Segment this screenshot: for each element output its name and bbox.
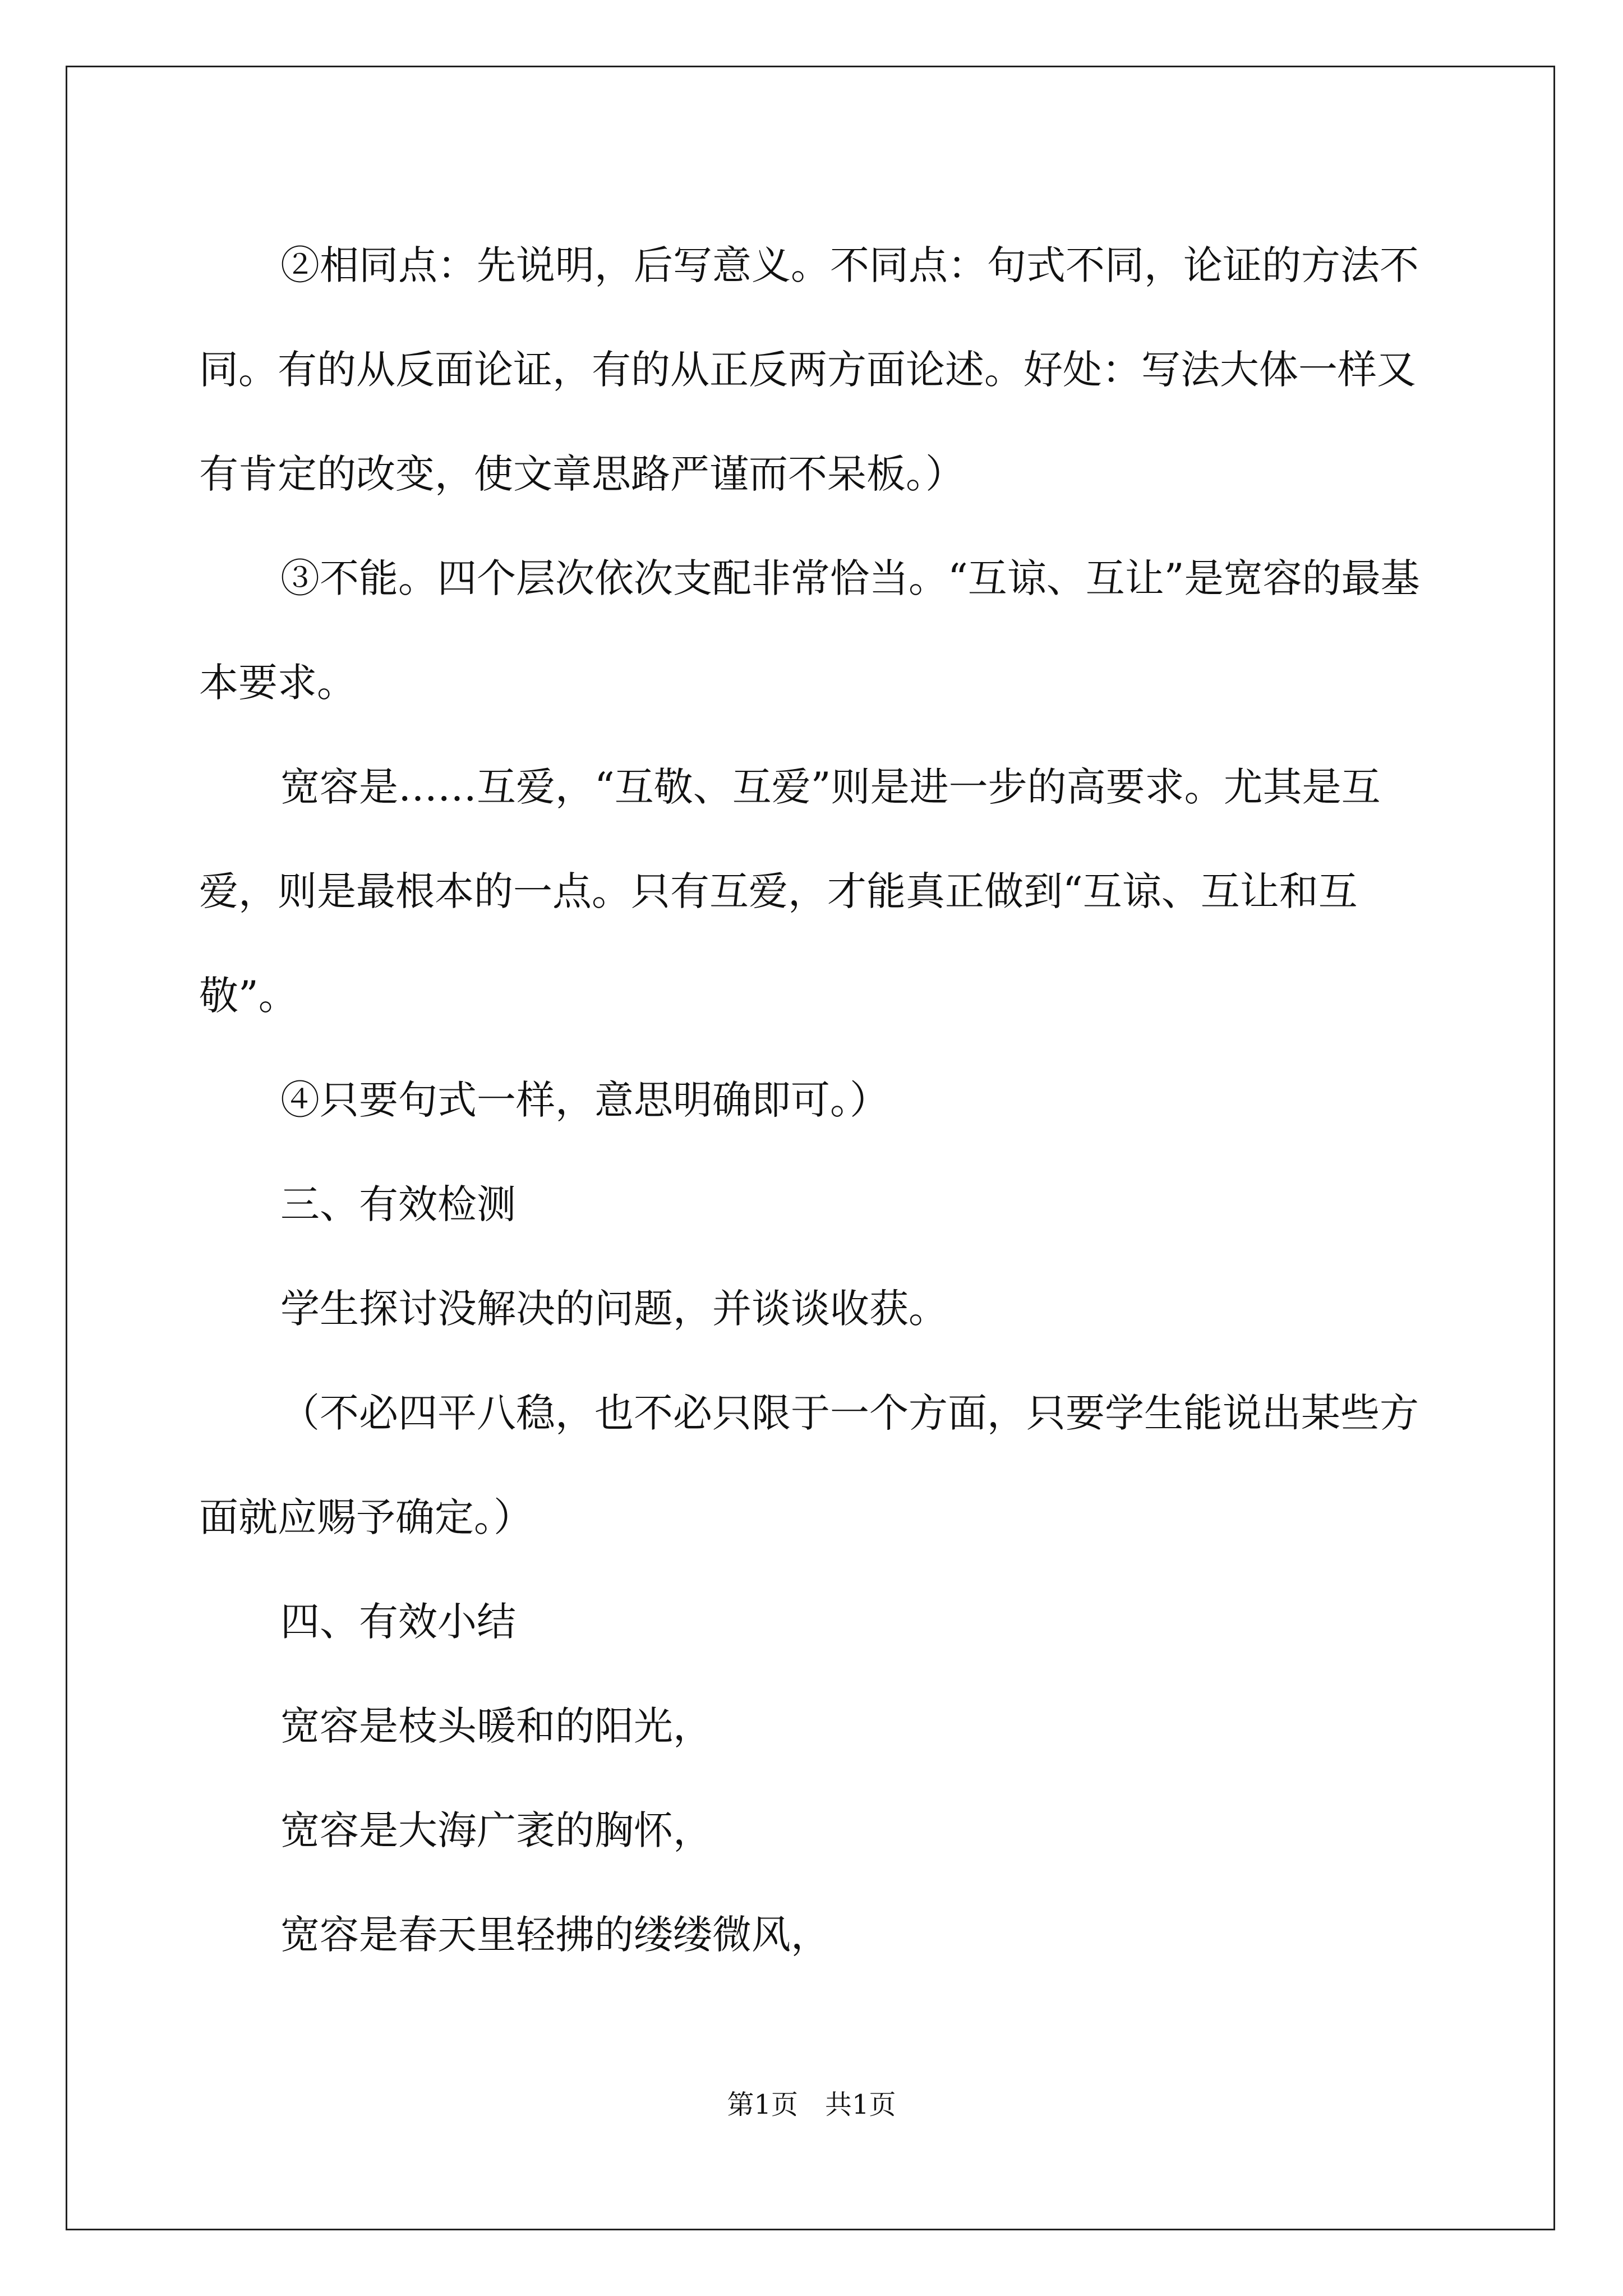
page-number-footer: 第1页 共1页: [727, 2089, 896, 2120]
paragraph: 宽容是……互爱，“互敬、互爱”则是进一步的高要求。尤其是互爱，则是最根本的一点。只有互爱，才能真正做到“互谅、互让和互敬”。: [199, 764, 1381, 1019]
poem-line: 宽容是枝头暖和的阳光，: [280, 1703, 712, 1749]
paragraph: ④只要句式一样，意思明确即可。）: [280, 1077, 889, 1123]
paragraph: 学生探讨没解决的问题，并谈谈收获。: [280, 1286, 948, 1332]
section-heading: 四、有效小结: [280, 1599, 516, 1645]
poem-line: 宽容是春天里轻拂的缕缕微风，: [280, 1912, 830, 1958]
document-body: [199, 213, 1427, 1987]
paragraph: ③不能。四个层次依次支配非常恰当。“互谅、互让”是宽容的最基本要求。: [199, 555, 1420, 706]
paragraph: （不必四平八稳，也不必只限于一个方面，只要学生能说出某些方面就应赐予确定。）: [199, 1390, 1419, 1540]
section-heading: 三、有效检测: [280, 1181, 516, 1227]
paragraph: ②相同点：先说明，后写意义。不同点：句式不同，论证的方法不同。有的从反面论证，有的从正反两方面论述。好处：写法大体一样又有肯定的改变，使文章思路严谨而不呆板。）: [199, 242, 1419, 497]
poem-line: 宽容是大海广袤的胸怀，: [280, 1807, 712, 1853]
